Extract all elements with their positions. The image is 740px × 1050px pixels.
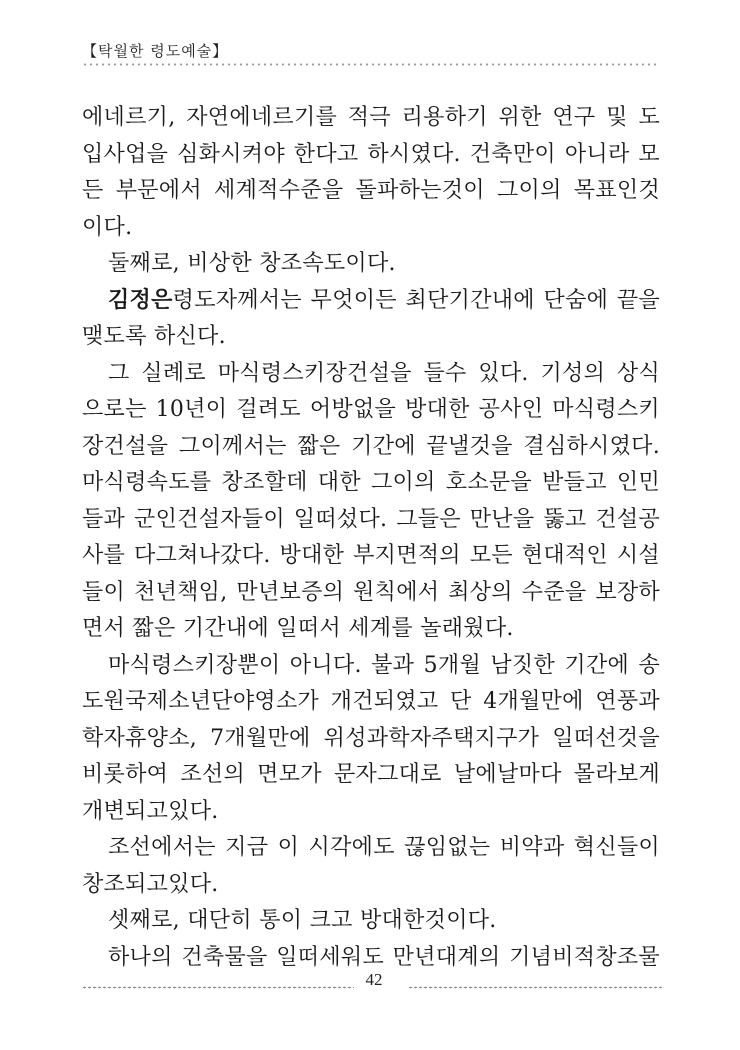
text-line <box>82 283 660 320</box>
text-line: 마식령스키장뿐이 아니다. 불과 5개월 남짓한 기간에 송 <box>108 652 660 678</box>
text-line: 든 부문에서 세계적수준을 돌파하는것이 그이의 목표인것 <box>82 178 660 203</box>
text-line: 맺도록 하신다. <box>82 324 226 349</box>
text-line: 창조되고있다. <box>82 871 219 897</box>
body-text <box>82 100 660 976</box>
text-line: 들과 군인건설자들이 일떠섰다. 그들은 만난을 뚫고 건설공 <box>82 506 660 532</box>
text-line: 학자휴양소, 7개월만에 위성과학자주택지구가 일떠선것을 <box>82 725 660 751</box>
text-line: 둘째로, 비상한 창조속도이다. <box>108 251 396 276</box>
text-line: 도원국제소년단야영소가 개건되였고 단 4개월만에 연풍과 <box>82 689 660 714</box>
text-line: 장건설을 그이께서는 짧은 기간에 끝낼것을 결심하시였다. <box>82 433 660 459</box>
page-number: 42 <box>365 970 383 989</box>
footer-wavy-rule-left <box>82 985 354 993</box>
text-line: 비롯하여 조선의 면모가 문자그대로 날에날마다 몰라보게 <box>82 762 660 787</box>
header-dotted-rule <box>82 62 660 70</box>
text-line: 그 실례로 마식령스키장건설을 들수 있다. 기성의 상식 <box>108 360 660 386</box>
text-line: 이다. <box>82 214 133 240</box>
text-line: 하나의 건축물을 일떠세워도 만년대계의 기념비적창조물 <box>108 944 660 970</box>
text-line: 마식령속도를 창조할데 대한 그이의 호소문을 받들고 인민 <box>82 470 660 495</box>
text-line: 입사업을 심화시켜야 한다고 하시였다. 건축만이 아니라 모 <box>82 141 660 167</box>
text-line: 조선에서는 지금 이 시각에도 끊임없는 비약과 혁신들이 <box>108 835 660 860</box>
leader-name: 김정은 <box>108 287 173 313</box>
text-line: 들이 천년책임, 만년보증의 원칙에서 최상의 수준을 보장하 <box>82 579 660 605</box>
text-line: 면서 짧은 기간내에 일떠서 세계를 놀래웠다. <box>82 616 514 641</box>
text-line: 으로는 10년이 걸려도 어방없을 방대한 공사인 마식령스키 <box>82 397 660 422</box>
text-fragment: 령도자께서는 무엇이든 최단기간내에 단숨에 끝을 <box>172 287 660 313</box>
footer-wavy-rule-right <box>408 985 664 993</box>
text-line: 사를 다그쳐나갔다. 방대한 부지면적의 모든 현대적인 시설 <box>82 543 660 568</box>
text-line: 에네르기, 자연에네르기를 적극 리용하기 위한 연구 및 도 <box>82 105 660 130</box>
text-line: 셋째로, 대단히 통이 크고 방대한것이다. <box>108 908 497 933</box>
text-line: 개변되고있다. <box>82 798 219 824</box>
running-header: 【탁월한 령도예술】 <box>82 42 229 60</box>
